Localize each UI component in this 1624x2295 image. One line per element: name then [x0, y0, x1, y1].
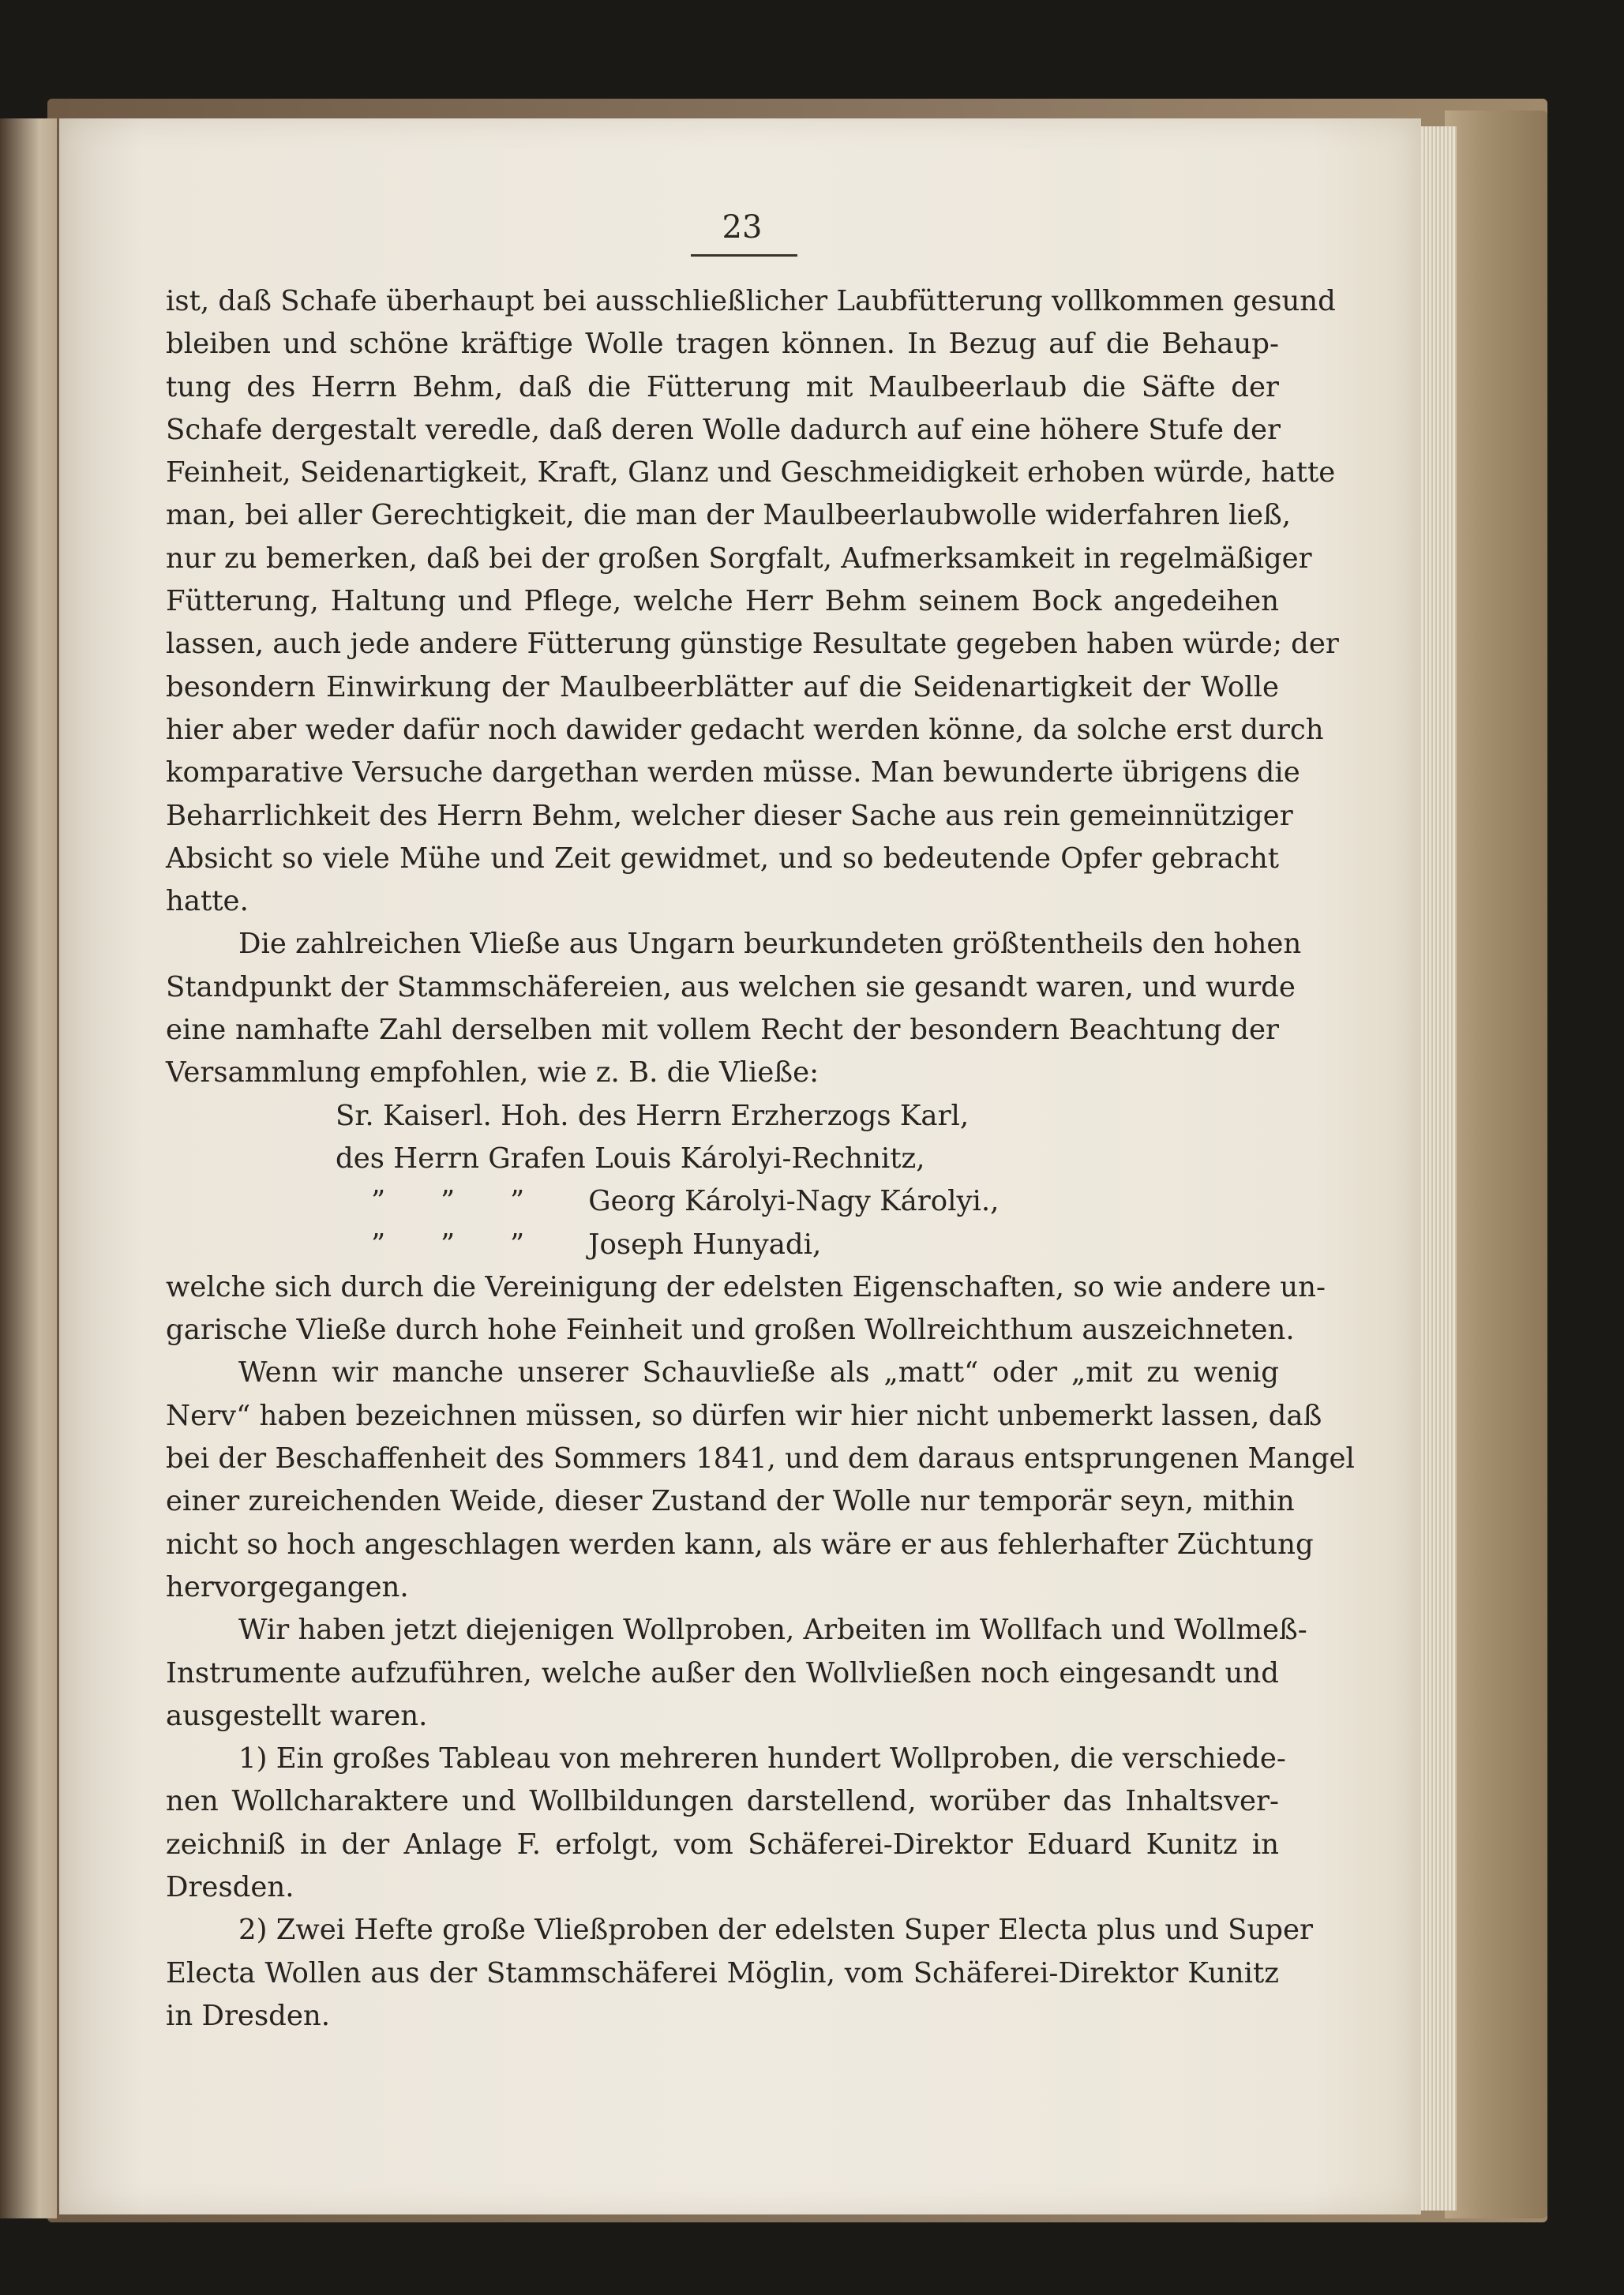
- ditto-mark: ”: [371, 1228, 386, 1261]
- list-item-text: Georg Károlyi-Nagy Károlyi.,: [588, 1185, 1000, 1218]
- text-line: Nerv“ haben bezeichnen müssen, so dürfen wir hier nicht unbemerkt lassen, daß: [166, 1399, 1322, 1432]
- text-line: ausgestellt waren.: [166, 1699, 428, 1732]
- text-line: besondern Einwirkung der Maulbeerblätter auf die Seidenartigkeit der Wolle: [166, 670, 1279, 703]
- text-line: bleiben und schöne kräftige Wolle tragen können. In Bezug auf die Behaup-: [166, 328, 1279, 361]
- text-line: tung des Herrn Behm, daß die Fütterung mit Maulbeerlaub die Säfte der: [166, 370, 1279, 403]
- page-number: 23: [722, 209, 763, 246]
- text-line: in Dresden.: [166, 1999, 331, 2032]
- text-line: Wenn wir manche unserer Schauvließe als „matt“ oder „mit zu wenig: [238, 1356, 1279, 1389]
- ditto-mark: ”: [510, 1228, 525, 1261]
- text-line: Feinheit, Seidenartigkeit, Kraft, Glanz und Geschmeidigkeit erhoben würde, hatte: [166, 456, 1336, 489]
- text-line: komparative Versuche dargethan werden müsse. Man bewunderte übrigens die: [166, 756, 1300, 789]
- ditto-mark: ”: [510, 1185, 525, 1218]
- ditto-mark: ”: [371, 1185, 386, 1218]
- ditto-mark: ”: [441, 1185, 456, 1218]
- text-line: nur zu bemerken, daß bei der großen Sorgfalt, Aufmerksamkeit in regelmäßiger: [166, 542, 1312, 575]
- text-line: nicht so hoch angeschlagen werden kann, als wäre er aus fehlerhafter Züchtung: [166, 1528, 1314, 1561]
- book-board-right: [1445, 111, 1547, 2218]
- left-page-edge: [0, 118, 57, 2218]
- text-line: ist, daß Schafe überhaupt bei ausschließlicher Laubfütterung vollkommen gesund: [166, 285, 1336, 317]
- text-line: Beharrlichkeit des Herrn Behm, welcher dieser Sache aus rein gemeinnütziger: [166, 799, 1293, 832]
- body-text: [166, 280, 1355, 2038]
- text-line: eine namhafte Zahl derselben mit vollem Recht der besondern Beachtung der: [166, 1014, 1279, 1047]
- text-line: bei der Beschaffenheit des Sommers 1841, und dem daraus entsprungenen Mangel: [166, 1442, 1355, 1476]
- text-line: hier aber weder dafür noch dawider gedacht werden könne, da solche erst durch: [166, 713, 1324, 746]
- text-line: Absicht so viele Mühe und Zeit gewidmet, und so bedeutende Opfer gebracht: [166, 842, 1279, 875]
- text-line: lassen, auch jede andere Fütterung günstige Resultate gegeben haben würde; der: [166, 628, 1339, 661]
- text-line: Die zahlreichen Vließe aus Ungarn beurkundeten größtentheils den hohen: [238, 928, 1302, 961]
- text-line: Standpunkt der Stammschäfereien, aus welchen sie gesandt waren, und wurde: [166, 970, 1296, 1003]
- list-item-text: Joseph Hunyadi,: [588, 1228, 822, 1261]
- text-line: Schafe dergestalt veredle, daß deren Wolle dadurch auf eine höhere Stufe der: [166, 413, 1281, 446]
- text-line: welche sich durch die Vereinigung der edelsten Eigenschaften, so wie andere un-: [166, 1270, 1326, 1303]
- text-line: 1) Ein großes Tableau von mehreren hundert Wollproben, die verschiede-: [238, 1742, 1286, 1776]
- ditto-mark: ”: [441, 1228, 456, 1261]
- text-line: einer zureichenden Weide, dieser Zustand der Wolle nur temporär seyn, mithin: [166, 1485, 1295, 1518]
- text-line: man, bei aller Gerechtigkeit, die man der Maulbeerlaubwolle widerfahren ließ,: [166, 499, 1292, 532]
- list-item: des Herrn Grafen Louis Károlyi-Rechnitz,: [336, 1142, 925, 1175]
- text-line: zeichniß in der Anlage F. erfolgt, vom Schäferei-Direktor Eduard Kunitz in: [166, 1828, 1279, 1861]
- text-line: hervorgegangen.: [166, 1570, 409, 1603]
- list-item: [166, 1180, 1279, 1223]
- text-line: 2) Zwei Hefte große Vließproben der edelsten Super Electa plus und Super: [238, 1914, 1314, 1947]
- text-line: Wir haben jetzt diejenigen Wollproben, Arbeiten im Wollfach und Wollmeß-: [238, 1614, 1307, 1647]
- text-line: Versammlung empfohlen, wie z. B. die Vließe:: [166, 1056, 820, 1089]
- list-item: Sr. Kaiserl. Hoh. des Herrn Erzherzogs Karl,: [336, 1099, 970, 1132]
- list-item: [166, 1224, 1279, 1266]
- text-line: nen Wollcharaktere und Wollbildungen darstellend, worüber das Inhaltsver-: [166, 1785, 1279, 1818]
- text-line: Dresden.: [166, 1870, 294, 1903]
- page-number-rule: [691, 254, 797, 257]
- text-line: Instrumente aufzuführen, welche außer den Wollvließen noch eingesandt und: [166, 1656, 1279, 1689]
- text-line: garische Vließe durch hohe Feinheit und großen Wollreichthum auszeichneten.: [166, 1314, 1295, 1347]
- text-line: hatte.: [166, 885, 249, 918]
- text-line: Electa Wollen aus der Stammschäferei Möglin, vom Schäferei-Direktor Kunitz: [166, 1956, 1279, 1989]
- text-line: Fütterung, Haltung und Pflege, welche Herr Behm seinem Bock angedeihen: [166, 585, 1279, 618]
